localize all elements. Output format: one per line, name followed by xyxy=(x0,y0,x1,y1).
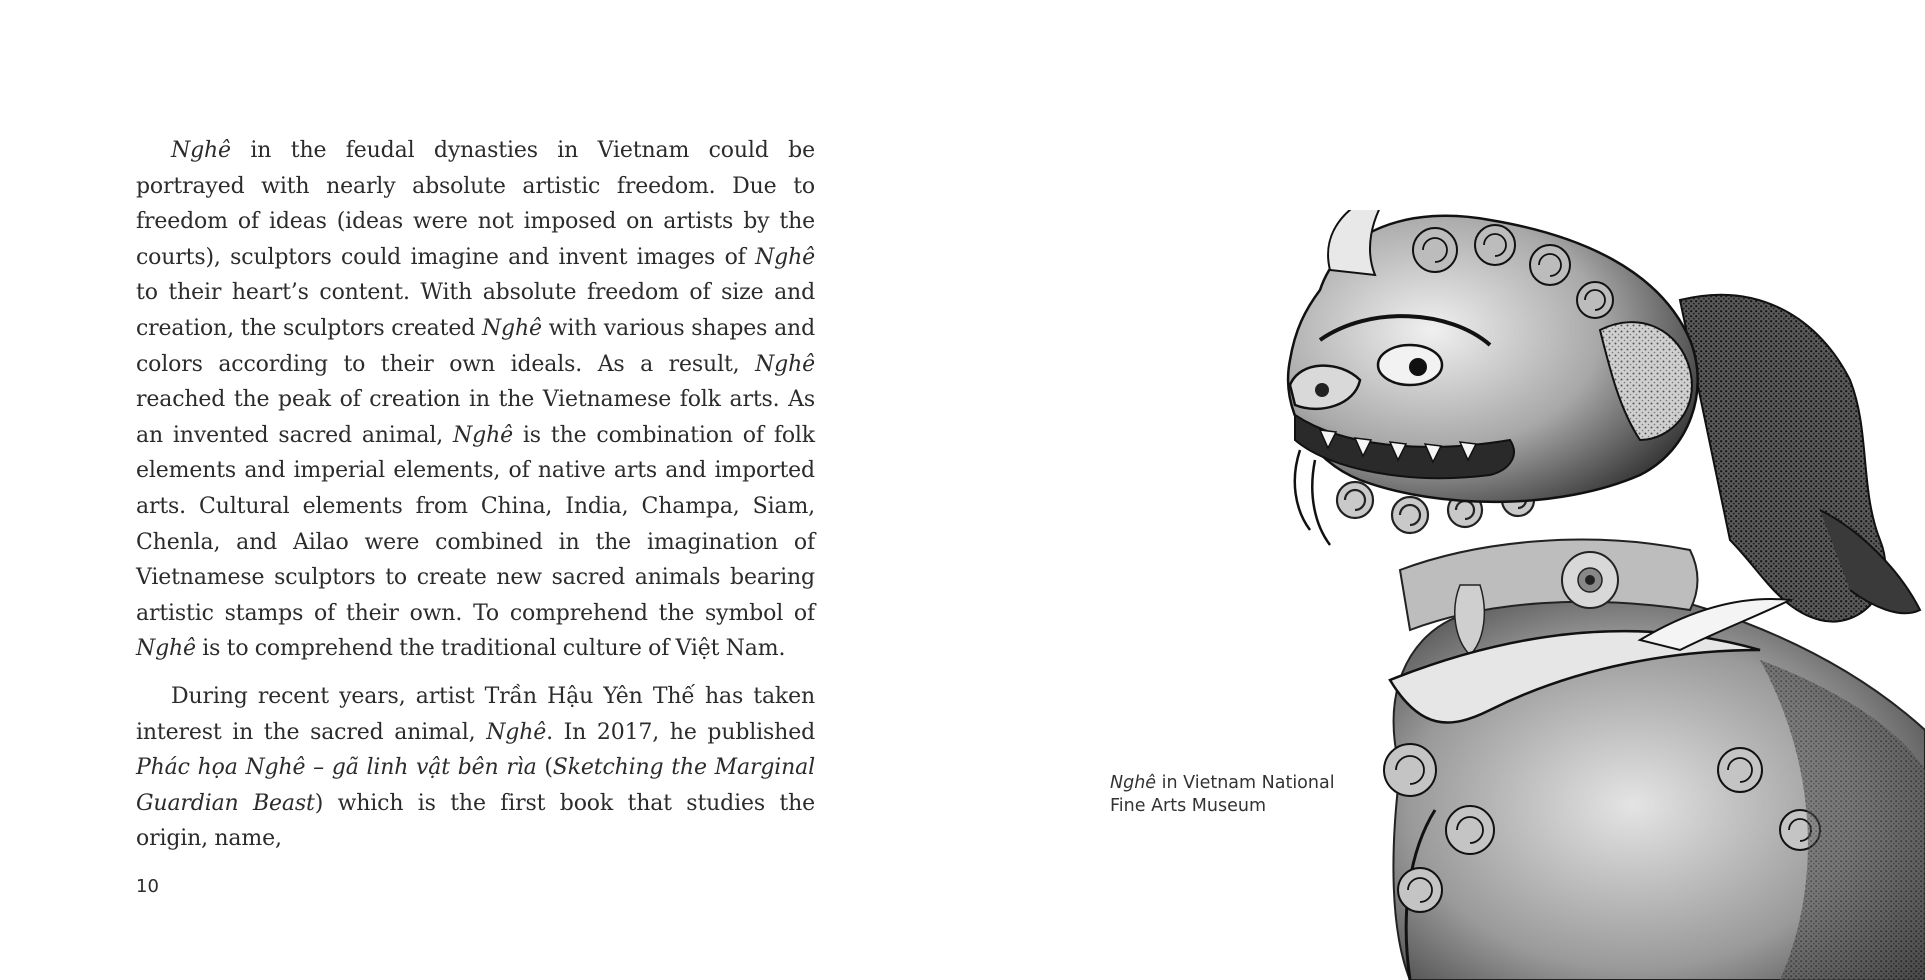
italic-run: Nghê xyxy=(481,315,542,341)
italic-run: Nghê xyxy=(755,244,815,270)
caption-italic: Nghê xyxy=(1110,773,1157,793)
italic-run: Sketching the Marginal Guardian Beast xyxy=(136,755,816,816)
text-run: with various shapes and colors according to their own ideals. As a result, xyxy=(136,315,816,377)
text-run: is the combination of folk elements and imperial elements, of native arts and imported arts. Cultural elements from China, India, Champa, Siam, Chenla, and Ailao were combined in the imagination of Vietnamese sculptors to create new sacred animals bearing artistic stamps of their own. To comprehend the symbol of xyxy=(136,422,815,626)
italic-run: Nghê xyxy=(136,636,196,662)
nghe-statue-illustration-icon xyxy=(1260,210,1925,980)
italic-run: Nghê xyxy=(453,422,513,448)
left-page xyxy=(0,0,962,980)
caption-text: in Vietnam National Fine Arts Museum xyxy=(1110,773,1335,816)
italic-run: Phác họa Nghê – gã linh vật bên rìa xyxy=(136,755,537,781)
text-run: . In 2017, he published xyxy=(546,719,815,745)
text-run: ( xyxy=(536,755,553,781)
text-run: to their heart’s content. With absolute freedom of size and creation, the sculptors created xyxy=(136,280,815,341)
italic-run: Nghê xyxy=(486,719,547,745)
paragraph-2 xyxy=(136,679,815,857)
text-run: is to comprehend the traditional culture of Việt Nam. xyxy=(195,636,786,662)
body-text xyxy=(136,133,815,869)
italic-run: Nghê xyxy=(171,138,231,163)
italic-run: Nghê xyxy=(755,351,815,377)
paragraph-1 xyxy=(136,133,815,667)
text-run: During recent years, artist Trần Hậu Yên Thế has taken interest in the sacred animal, xyxy=(136,683,815,745)
text-run: ) which is the first book that studies the origin, name, xyxy=(136,790,815,852)
text-run: in the feudal dynasties in Vietnam could be portrayed with nearly absolute artistic freedom. Due to freedom of ideas (ideas were not imposed on artists by the courts), sculptors could imagine and invent images of xyxy=(136,138,815,270)
page-number: 10 xyxy=(136,876,159,897)
statue-figure xyxy=(1260,210,1925,980)
text-run: reached the peak of creation in the Vietnamese folk arts. As an invented sacred animal, xyxy=(136,387,815,448)
